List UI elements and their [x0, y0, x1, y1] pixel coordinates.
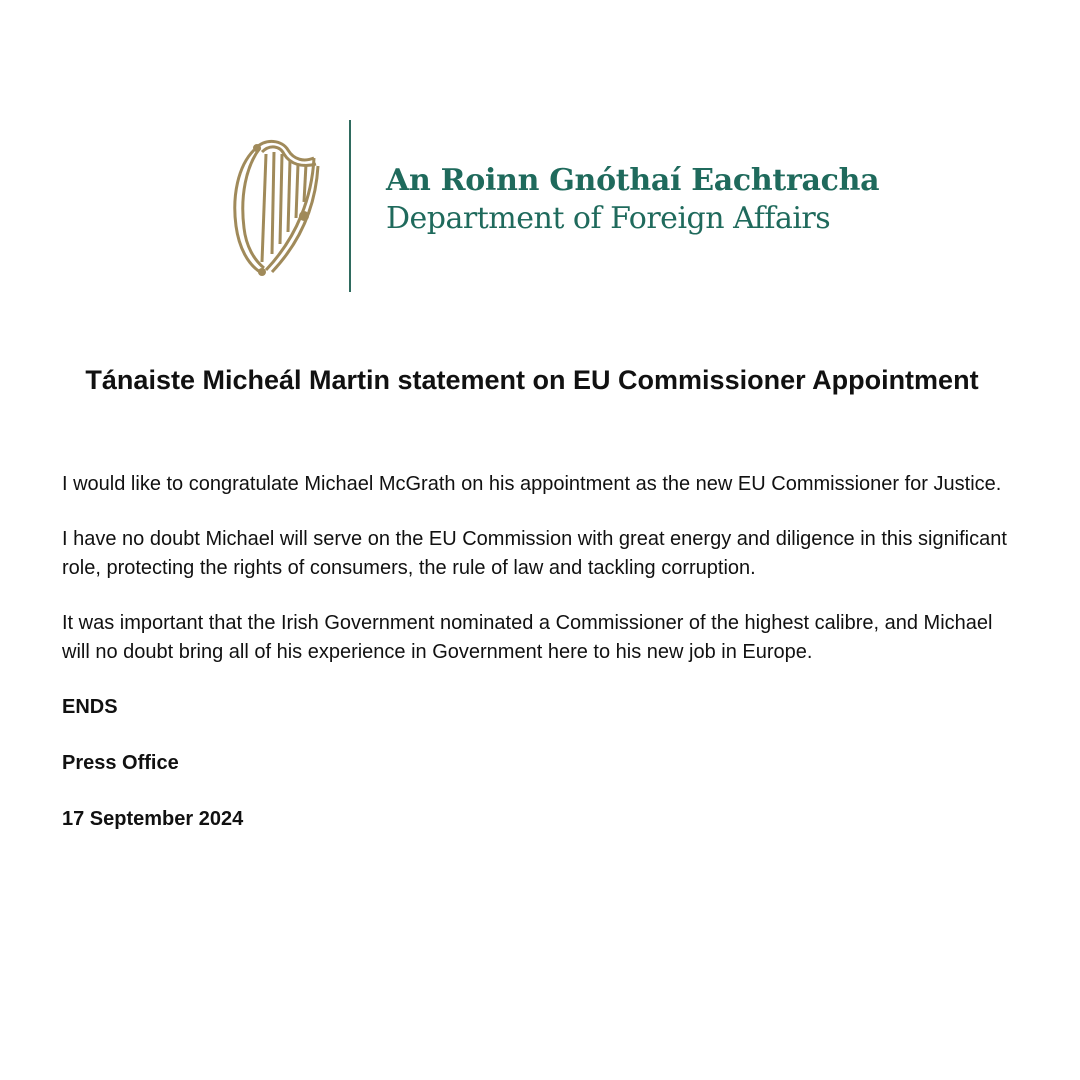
- paragraph-2: I have no doubt Michael will serve on the EU Commission with great energy and diligence in this significant role, protecting the rights of consumers, the rule of law and tackling corruption.: [62, 528, 1007, 579]
- ends-marker: ENDS: [62, 696, 118, 718]
- department-name-irish: An Roinn Gnóthaí Eachtracha: [386, 163, 880, 198]
- press-office-label: Press Office: [62, 752, 179, 774]
- paragraph-1: I would like to congratulate Michael McGrath on his appointment as the new EU Commissioner for Justice.: [62, 473, 1002, 495]
- statement-title: Tánaiste Micheál Martin statement on EU Commissioner Appointment: [85, 365, 979, 395]
- irish-harp-icon: [226, 136, 322, 278]
- department-name-english: Department of Foreign Affairs: [386, 201, 831, 236]
- statement-body: [62, 470, 1012, 861]
- release-date: 17 September 2024: [62, 808, 244, 830]
- paragraph-3: It was important that the Irish Government nominated a Commissioner of the highest calibre, and Michael will no doubt bring all of his experience in Government here to his new job in Europe.: [62, 612, 993, 663]
- header-divider: [349, 120, 351, 292]
- department-logotype: [386, 162, 879, 238]
